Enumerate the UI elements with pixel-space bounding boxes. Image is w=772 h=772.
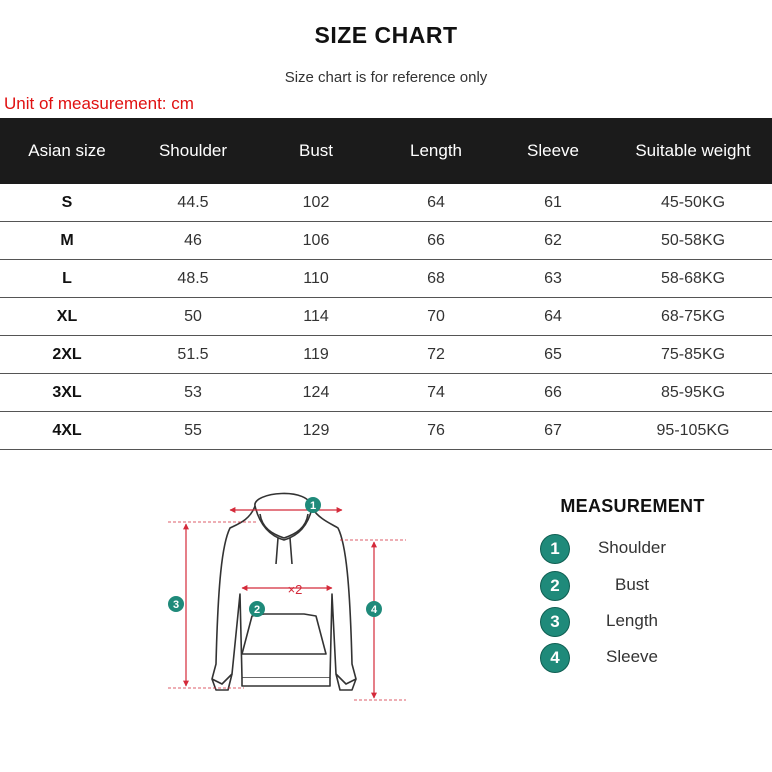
column-header-sleeve: Sleeve	[492, 118, 614, 184]
sleeve-cell: 66	[492, 374, 614, 412]
number-badge-icon: 2	[540, 571, 570, 601]
size-cell: 4XL	[0, 412, 134, 450]
legend-label: Bust	[614, 575, 650, 594]
bust-cell: 124	[252, 374, 380, 412]
length-cell: 70	[380, 298, 492, 336]
sleeve-cell: 62	[492, 222, 614, 260]
legend-item-sleeve	[540, 643, 740, 673]
column-header-shoulder: Shoulder	[134, 118, 252, 184]
bust-cell: 114	[252, 298, 380, 336]
legend-item-shoulder	[540, 534, 740, 564]
size-cell: 2XL	[0, 336, 134, 374]
table-row	[0, 336, 772, 374]
column-header-length: Length	[380, 118, 492, 184]
measurement-legend	[530, 496, 750, 667]
marker-2-label: 2	[253, 604, 261, 616]
shoulder-cell: 50	[134, 298, 252, 336]
bust-cell: 119	[252, 336, 380, 374]
table-row	[0, 184, 772, 222]
column-header-size: Asian size	[0, 118, 134, 184]
weight-cell: 50-58KG	[614, 222, 772, 260]
table-row	[0, 222, 772, 260]
shoulder-cell: 44.5	[134, 184, 252, 222]
bust-cell: 102	[252, 184, 380, 222]
bust-cell: 129	[252, 412, 380, 450]
legend-item-length	[540, 607, 740, 637]
marker-4-label: 4	[370, 604, 378, 616]
marker-1-label: 1	[309, 500, 317, 512]
length-cell: 66	[380, 222, 492, 260]
column-header-bust: Bust	[252, 118, 380, 184]
weight-cell: 58-68KG	[614, 260, 772, 298]
bust-cell: 110	[252, 260, 380, 298]
table-header-row	[0, 118, 772, 184]
size-cell: L	[0, 260, 134, 298]
shoulder-cell: 55	[134, 412, 252, 450]
bust-multiplier: ×2	[287, 582, 303, 597]
number-badge-icon: 1	[540, 534, 570, 564]
number-badge-icon: 3	[540, 607, 570, 637]
shoulder-cell: 53	[134, 374, 252, 412]
length-cell: 64	[380, 184, 492, 222]
table-row	[0, 412, 772, 450]
legend-label: Length	[606, 611, 658, 630]
length-cell: 76	[380, 412, 492, 450]
length-cell: 72	[380, 336, 492, 374]
table-row	[0, 374, 772, 412]
legend-label: Shoulder	[597, 538, 667, 557]
size-cell: XL	[0, 298, 134, 336]
unit-note: Unit of measurement: cm	[4, 94, 194, 113]
size-cell: M	[0, 222, 134, 260]
length-cell: 74	[380, 374, 492, 412]
weight-cell: 85-95KG	[614, 374, 772, 412]
shoulder-cell: 46	[134, 222, 252, 260]
table-row	[0, 298, 772, 336]
number-badge-icon: 4	[540, 643, 570, 673]
size-cell: 3XL	[0, 374, 134, 412]
weight-cell: 45-50KG	[614, 184, 772, 222]
shoulder-cell: 48.5	[134, 260, 252, 298]
sleeve-cell: 65	[492, 336, 614, 374]
column-header-weight: Suitable weight	[614, 118, 772, 184]
legend-label: Sleeve	[606, 647, 658, 666]
length-cell: 68	[380, 260, 492, 298]
page-title: SIZE CHART	[314, 22, 458, 48]
weight-cell: 75-85KG	[614, 336, 772, 374]
size-cell: S	[0, 184, 134, 222]
sleeve-cell: 64	[492, 298, 614, 336]
hoodie-diagram	[160, 484, 420, 704]
weight-cell: 95-105KG	[614, 412, 772, 450]
hoodie-illustration	[160, 484, 420, 704]
hoodie-outline	[212, 493, 356, 690]
sleeve-cell: 67	[492, 412, 614, 450]
shoulder-cell: 51.5	[134, 336, 252, 374]
weight-cell: 68-75KG	[614, 298, 772, 336]
legend-title: MEASUREMENT	[560, 496, 705, 516]
size-table	[0, 118, 772, 450]
reference-note: Size chart is for reference only	[284, 69, 488, 86]
sleeve-cell: 63	[492, 260, 614, 298]
bust-cell: 106	[252, 222, 380, 260]
sleeve-cell: 61	[492, 184, 614, 222]
marker-3-label: 3	[172, 599, 180, 611]
legend-item-bust	[540, 571, 740, 601]
table-row	[0, 260, 772, 298]
